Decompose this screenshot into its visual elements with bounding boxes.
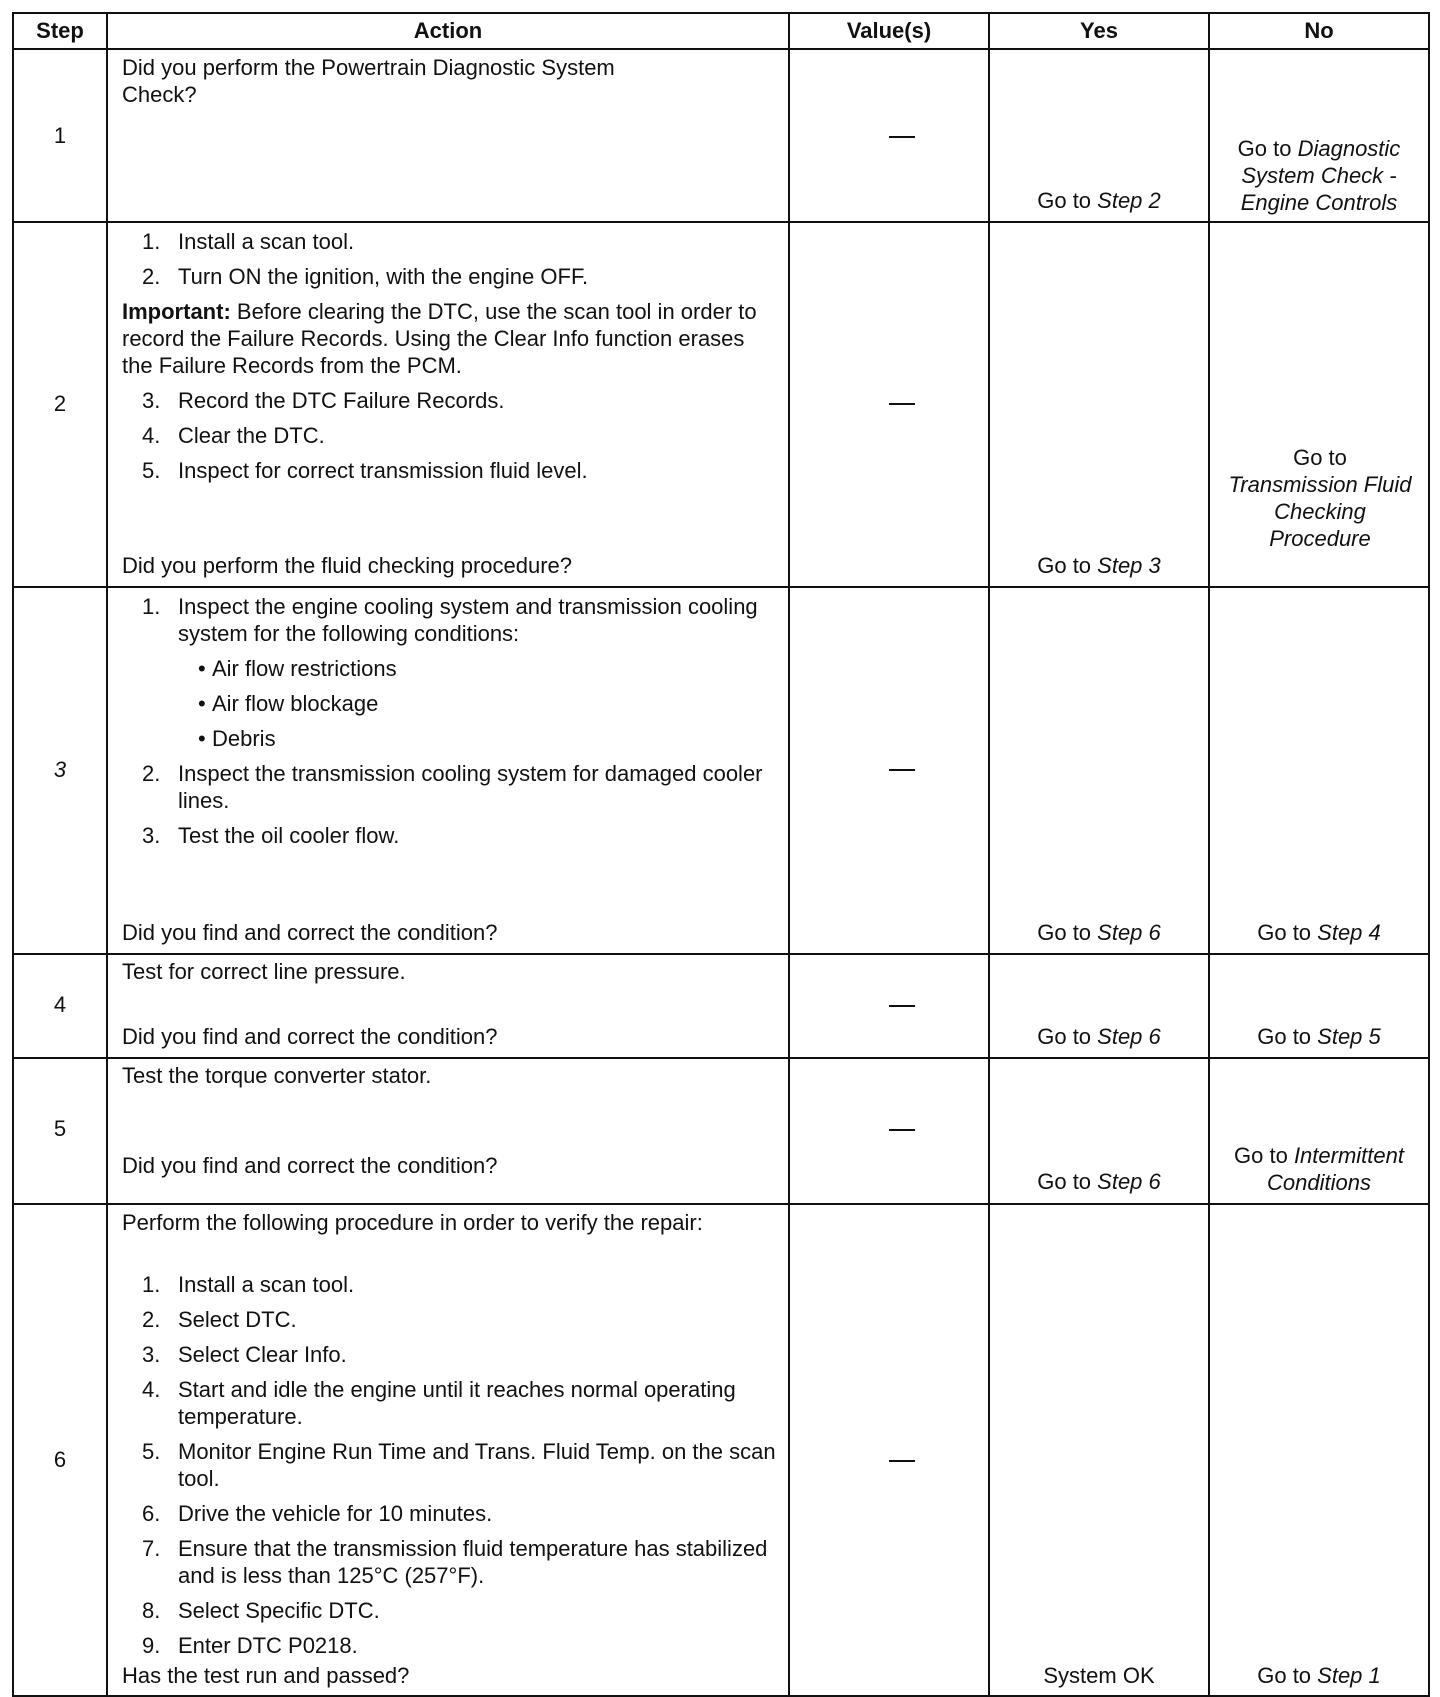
action-question: Did you find and correct the condition?: [122, 920, 498, 945]
row-divider: [12, 1203, 1430, 1205]
action-block: 1. Install a scan tool. 2. Turn ON the ignition, with the engine OFF. Important: Before clearing the DTC, use the scan tool in order to record the Failure Records. Using the Clear Info function erases the Failure Records from the PCM. 3. Record the DTC Failure Records. 4. Clear the DTC. 5. Inspect for correct transmission fluid level.: [122, 229, 757, 483]
col-divider: [1208, 12, 1210, 1697]
no-result: Go to Transmission Fluid Checking Procedure: [1228, 445, 1412, 551]
yes-result: Go to Step 6: [1037, 920, 1161, 945]
step-number: 3: [53, 757, 67, 782]
row-divider: [12, 221, 1430, 223]
value-dash: [889, 1460, 915, 1462]
yes-result: Go to Step 6: [1037, 1024, 1161, 1049]
yes-result: Go to Step 3: [1037, 553, 1161, 578]
no-result: Go to Diagnostic System Check - Engine Controls: [1237, 136, 1401, 215]
header-values: Value(s): [846, 18, 932, 43]
no-result: Go to Step 5: [1257, 1024, 1381, 1049]
header-no: No: [1304, 18, 1334, 43]
value-dash: [889, 769, 915, 771]
value-dash: [889, 1129, 915, 1131]
row-divider: [12, 953, 1430, 955]
col-divider: [106, 12, 108, 1697]
step-number: 4: [53, 992, 67, 1017]
action-question: Did you find and correct the condition?: [122, 1153, 498, 1178]
action-text: Did you perform the Powertrain Diagnostic System Check?: [122, 55, 615, 107]
action-text: Test for correct line pressure.: [122, 959, 406, 984]
col-divider: [988, 12, 990, 1697]
no-result: Go to Step 4: [1257, 920, 1381, 945]
yes-result: System OK: [1043, 1663, 1155, 1688]
step-number: 1: [53, 123, 67, 148]
header-step: Step: [36, 18, 84, 43]
no-result: Go to Step 1: [1257, 1663, 1381, 1688]
header-yes: Yes: [1080, 18, 1118, 43]
yes-result: Go to Step 2: [1037, 188, 1161, 213]
row-divider: [12, 48, 1430, 50]
action-question: Did you find and correct the condition?: [122, 1024, 498, 1049]
step-number: 5: [53, 1116, 67, 1141]
step-number: 6: [53, 1447, 67, 1472]
action-question: Has the test run and passed?: [122, 1663, 410, 1688]
value-dash: [889, 1005, 915, 1007]
value-dash: [889, 136, 915, 138]
action-block: 1. Inspect the engine cooling system and transmission cooling system for the following conditions: • Air flow restrictions • Air flow blockage • Debris 2. Inspect the transmission cooling system for damaged cooler lines. 3. Test the oil cooler flow.: [122, 593, 782, 849]
header-action: Action: [413, 18, 483, 43]
row-divider: [12, 586, 1430, 588]
row-divider: [12, 1057, 1430, 1059]
yes-result: Go to Step 6: [1037, 1169, 1161, 1194]
col-divider: [788, 12, 790, 1697]
action-text: Test the torque converter stator.: [122, 1063, 432, 1088]
no-result: Go to Intermittent Conditions: [1234, 1143, 1404, 1195]
step-number: 2: [53, 391, 67, 416]
action-block: 1. Install a scan tool. 2. Select DTC. 3. Select Clear Info. 4. Start and idle the engine until it reaches normal operating temperature. 5. Monitor Engine Run Time and Trans. Fluid Temp. on the scan tool. 6. Drive the vehicle for 10 minutes. 7. Ensure that the transmission fluid temperature has stabilized and is less than 125°C (257°F). 8. Select Specific DTC. 9. Enter DTC P0218.: [142, 1272, 776, 1658]
diagnostic-table: [12, 12, 1430, 1697]
action-text: Perform the following procedure in order to verify the repair:: [122, 1210, 703, 1235]
action-question: Did you perform the fluid checking procedure?: [122, 553, 573, 578]
value-dash: [889, 403, 915, 405]
